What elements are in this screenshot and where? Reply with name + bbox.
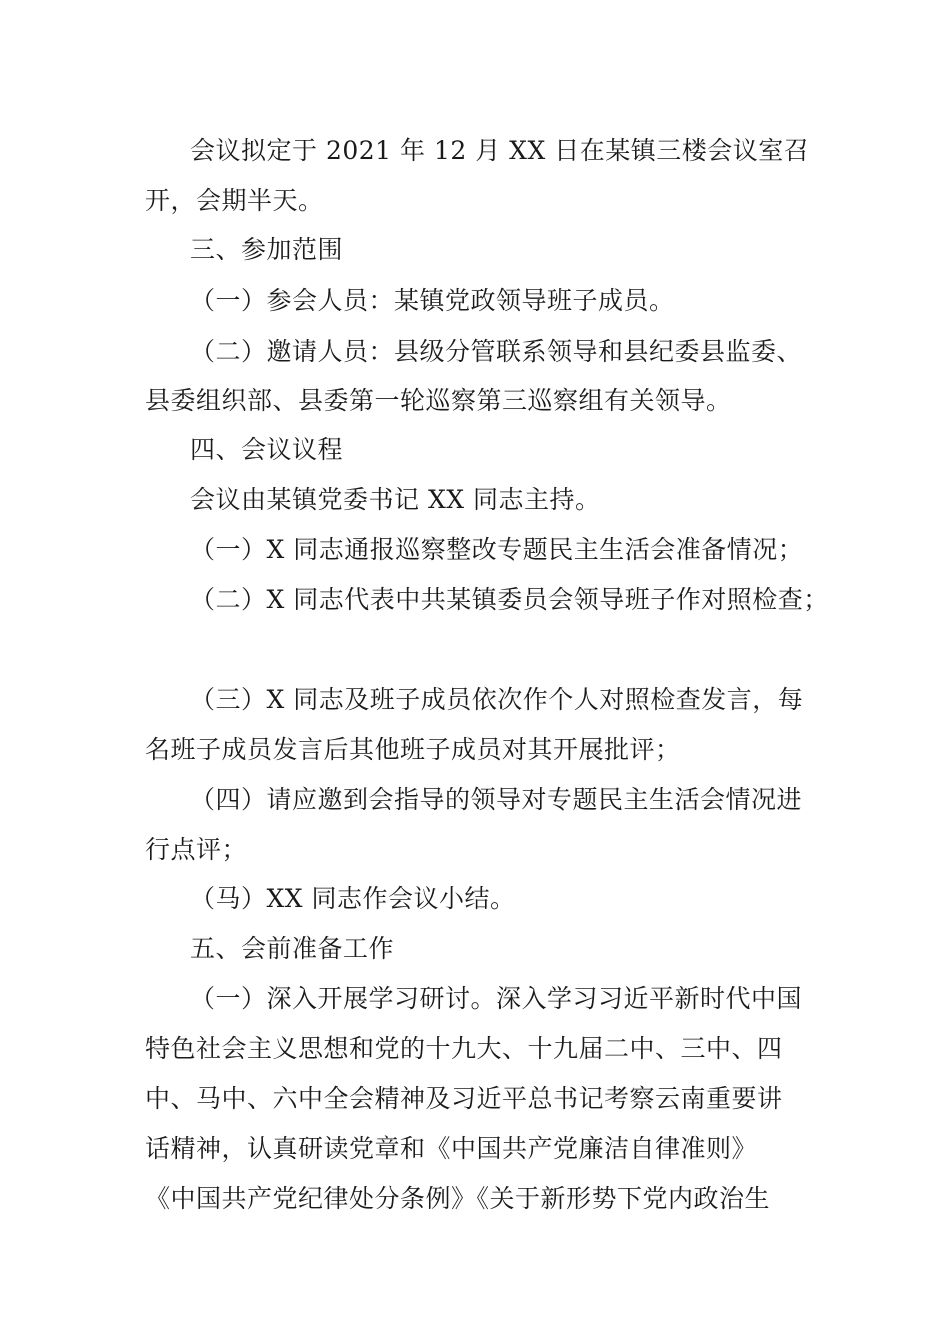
text-line-8: 会议由某镇党委书记 XX 同志主持。: [190, 485, 601, 514]
section-heading-3: 三、参加范围: [190, 235, 344, 264]
text-line-1: 会议拟定于 2021 年 12 月 XX 日在某镇三楼会议室召: [190, 136, 810, 165]
text-line-17: （一）深入开展学习研讨。深入学习习近平新时代中国: [190, 984, 803, 1013]
text-line-13: （四）请应邀到会指导的领导对专题民主生活会情况进: [190, 785, 803, 814]
text-line-11: （三）X 同志及班子成员依次作个人对照检查发言，每: [190, 685, 804, 714]
text-line-10: （二）X 同志代表中共某镇委员会领导班子作对照检查；: [190, 585, 829, 614]
text-line-12: 名班子成员发言后其他班子成员对其开展批评；: [145, 735, 681, 764]
text-line-14: 行点评；: [145, 835, 248, 864]
text-line-4: （一）参会人员：某镇党政领导班子成员。: [190, 286, 675, 315]
text-line-2: 开，会期半天。: [145, 186, 324, 215]
section-heading-5: 五、会前准备工作: [190, 934, 395, 963]
text-line-21: 《中国共产党纪律处分条例》《关于新形势下党内政治生: [145, 1184, 771, 1213]
text-line-20: 话精神，认真研读党章和《中国共产党廉洁自律准则》: [145, 1134, 758, 1163]
text-line-18: 特色社会主义思想和党的十九大、十九届二中、三中、四: [145, 1034, 783, 1063]
section-heading-4: 四、会议议程: [190, 435, 344, 464]
text-line-9: （一）X 同志通报巡察整改专题民主生活会准备情况；: [190, 535, 804, 564]
text-line-6: 县委组织部、县委第一轮巡察第三巡察组有关领导。: [145, 386, 732, 415]
text-line-19: 中、马中、六中全会精神及习近平总书记考察云南重要讲: [145, 1084, 783, 1113]
text-line-5: （二）邀请人员：县级分管联系领导和县纪委县监委、: [190, 337, 803, 366]
text-line-15: （马）XX 同志作会议小结。: [190, 884, 516, 913]
